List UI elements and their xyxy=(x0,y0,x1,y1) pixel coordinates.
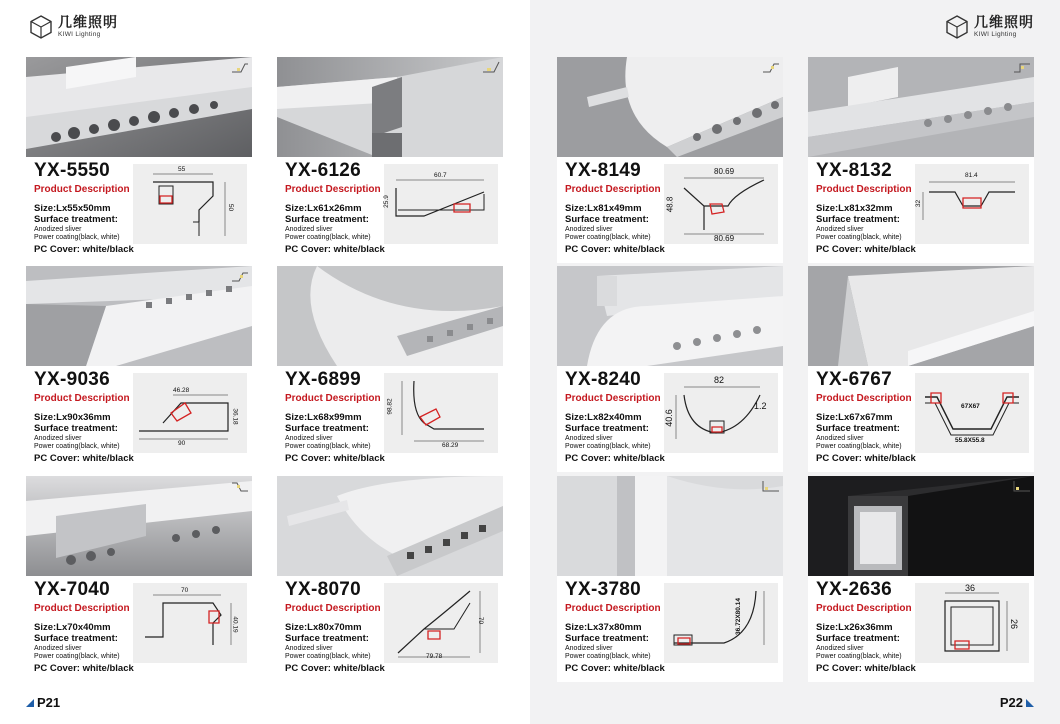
model-number: YX-8149 xyxy=(565,160,642,181)
size-spec: Size:Lx81x49mm xyxy=(565,203,642,214)
cross-section-drawing xyxy=(384,164,498,244)
size-spec: Size:Lx37x80mm xyxy=(565,622,642,633)
profile-outline-icon xyxy=(482,60,500,74)
powder-option: Power coating(black, white) xyxy=(565,234,651,241)
powder-option: Power coating(black, white) xyxy=(34,653,120,660)
size-spec: Size:Lx61x26mm xyxy=(285,203,362,214)
cross-section-drawing xyxy=(133,583,247,663)
dimension-label: 1.2 xyxy=(754,401,767,411)
product-photo xyxy=(557,266,783,366)
product-description-heading: Product Description xyxy=(285,184,381,195)
model-number: YX-8240 xyxy=(565,369,642,390)
dimension-label: 67X67 xyxy=(961,403,980,410)
product-photo xyxy=(277,266,503,366)
product-photo xyxy=(277,57,503,157)
dimension-label: 55.8X55.8 xyxy=(955,437,985,444)
anodized-option: Anodized sliver xyxy=(816,226,864,233)
cross-section-drawing xyxy=(384,583,498,663)
product-description-heading: Product Description xyxy=(816,393,912,404)
product-photo xyxy=(557,57,783,157)
product-photo xyxy=(26,476,252,576)
model-number: YX-6899 xyxy=(285,369,362,390)
product-description-heading: Product Description xyxy=(565,393,661,404)
model-number: YX-6126 xyxy=(285,160,362,181)
anodized-option: Anodized sliver xyxy=(565,435,613,442)
corner-triangle-icon xyxy=(26,699,34,707)
anodized-option: Anodized sliver xyxy=(816,435,864,442)
product-card xyxy=(557,476,783,682)
surface-treatment: Surface treatment: xyxy=(34,423,118,434)
surface-treatment: Surface treatment: xyxy=(816,633,900,644)
dimension-label: 82 xyxy=(714,375,725,385)
surface-treatment: Surface treatment: xyxy=(34,214,118,225)
cube-logo-icon xyxy=(944,14,970,40)
cross-section-drawing xyxy=(915,373,1029,453)
dimension-label: 46.28 xyxy=(173,387,190,394)
product-card xyxy=(557,266,783,472)
model-number: YX-6767 xyxy=(816,369,893,390)
powder-option: Power coating(black, white) xyxy=(565,653,651,660)
pc-cover: PC Cover: white/black xyxy=(816,453,916,464)
powder-option: Power coating(black, white) xyxy=(565,443,651,450)
anodized-option: Anodized sliver xyxy=(285,226,333,233)
dimension-label: 70 xyxy=(181,587,189,594)
powder-option: Power coating(black, white) xyxy=(816,443,902,450)
size-spec: Size:Lx67x67mm xyxy=(816,412,893,423)
dimension-label: 36 xyxy=(965,583,976,593)
product-card xyxy=(808,476,1034,682)
product-description-heading: Product Description xyxy=(34,184,130,195)
anodized-option: Anodized sliver xyxy=(34,226,82,233)
model-number: YX-3780 xyxy=(565,579,642,600)
product-photo xyxy=(808,266,1034,366)
cross-section-drawing xyxy=(664,583,778,663)
dimension-label: 36.72X80.14 xyxy=(734,598,742,635)
pc-cover: PC Cover: white/black xyxy=(816,244,916,255)
dimension-label: 25.9 xyxy=(382,195,390,208)
dimension-label: 81.4 xyxy=(965,172,978,179)
cross-section-drawing xyxy=(133,373,247,453)
dimension-label: 80.69 xyxy=(714,167,735,176)
profile-outline-icon xyxy=(231,479,249,493)
product-card xyxy=(808,266,1034,472)
cross-section-drawing xyxy=(664,373,778,453)
product-card xyxy=(26,57,252,263)
product-description-heading: Product Description xyxy=(565,603,661,614)
surface-treatment: Surface treatment: xyxy=(34,633,118,644)
anodized-option: Anodized sliver xyxy=(565,226,613,233)
size-spec: Size:Lx80x70mm xyxy=(285,622,362,633)
size-spec: Size:Lx70x40mm xyxy=(34,622,111,633)
size-spec: Size:Lx55x50mm xyxy=(34,203,111,214)
model-number: YX-2636 xyxy=(816,579,893,600)
product-card xyxy=(277,266,503,472)
brand-name-cn: 几维照明 xyxy=(974,14,1034,31)
surface-treatment: Surface treatment: xyxy=(565,423,649,434)
corner-triangle-icon xyxy=(1026,699,1034,707)
product-description-heading: Product Description xyxy=(285,603,381,614)
anodized-option: Anodized sliver xyxy=(285,435,333,442)
pc-cover: PC Cover: white/black xyxy=(565,453,665,464)
page-number-left xyxy=(26,695,60,710)
product-description-heading: Product Description xyxy=(285,393,381,404)
product-photo xyxy=(277,476,503,576)
dimension-label: 32 xyxy=(915,199,923,208)
model-number: YX-8132 xyxy=(816,160,893,181)
brand-logo xyxy=(944,14,1034,40)
dimension-label: 70 xyxy=(477,616,485,625)
product-description-heading: Product Description xyxy=(34,393,130,404)
powder-option: Power coating(black, white) xyxy=(816,234,902,241)
dimension-label: 40.19 xyxy=(231,616,239,633)
cross-section-drawing xyxy=(664,164,778,244)
model-number: YX-7040 xyxy=(34,579,111,600)
product-card xyxy=(557,57,783,263)
dimension-label: 60.7 xyxy=(434,172,447,179)
anodized-option: Anodized sliver xyxy=(285,645,333,652)
dimension-label: 68.29 xyxy=(442,442,459,449)
surface-treatment: Surface treatment: xyxy=(816,214,900,225)
pc-cover: PC Cover: white/black xyxy=(285,453,385,464)
powder-option: Power coating(black, white) xyxy=(34,234,120,241)
brand-name-en: KIWI Lighting xyxy=(974,30,1017,38)
pc-cover: PC Cover: white/black xyxy=(285,244,385,255)
brand-logo xyxy=(28,14,118,40)
profile-outline-icon xyxy=(762,479,780,493)
pc-cover: PC Cover: white/black xyxy=(285,663,385,674)
product-photo xyxy=(808,57,1034,157)
brand-name-cn: 几维照明 xyxy=(58,14,118,31)
page-number-text: P22 xyxy=(999,695,1023,710)
dimension-label: 36.18 xyxy=(231,408,239,425)
profile-outline-icon xyxy=(1013,60,1031,74)
surface-treatment: Surface treatment: xyxy=(565,214,649,225)
dimension-label: 90 xyxy=(178,440,186,447)
size-spec: Size:Lx82x40mm xyxy=(565,412,642,423)
profile-outline-icon xyxy=(231,60,249,74)
surface-treatment: Surface treatment: xyxy=(285,214,369,225)
cross-section-drawing xyxy=(915,583,1029,663)
surface-treatment: Surface treatment: xyxy=(285,633,369,644)
dimension-label: 55 xyxy=(178,166,186,173)
size-spec: Size:Lx81x32mm xyxy=(816,203,893,214)
powder-option: Power coating(black, white) xyxy=(285,653,371,660)
surface-treatment: Surface treatment: xyxy=(565,633,649,644)
page-number-text: P21 xyxy=(37,695,61,710)
product-photo xyxy=(808,476,1034,576)
pc-cover: PC Cover: white/black xyxy=(565,244,665,255)
anodized-option: Anodized sliver xyxy=(565,645,613,652)
powder-option: Power coating(black, white) xyxy=(34,443,120,450)
pc-cover: PC Cover: white/black xyxy=(34,663,134,674)
dimension-label: 79.78 xyxy=(426,653,443,660)
anodized-option: Anodized sliver xyxy=(34,435,82,442)
profile-outline-icon xyxy=(762,60,780,74)
product-card xyxy=(808,57,1034,263)
product-card xyxy=(26,266,252,472)
product-description-heading: Product Description xyxy=(565,184,661,195)
product-description-heading: Product Description xyxy=(34,603,130,614)
product-description-heading: Product Description xyxy=(816,603,912,614)
brand-name-en: KIWI Lighting xyxy=(58,30,101,38)
model-number: YX-5550 xyxy=(34,160,111,181)
powder-option: Power coating(black, white) xyxy=(816,653,902,660)
product-photo xyxy=(26,266,252,366)
pc-cover: PC Cover: white/black xyxy=(816,663,916,674)
powder-option: Power coating(black, white) xyxy=(285,234,371,241)
cross-section-drawing xyxy=(133,164,247,244)
product-description-heading: Product Description xyxy=(816,184,912,195)
pc-cover: PC Cover: white/black xyxy=(565,663,665,674)
pc-cover: PC Cover: white/black xyxy=(34,244,134,255)
dimension-label: 50 xyxy=(227,203,235,212)
size-spec: Size:Lx90x36mm xyxy=(34,412,111,423)
surface-treatment: Surface treatment: xyxy=(285,423,369,434)
cross-section-drawing xyxy=(384,373,498,453)
page-number-right xyxy=(1000,695,1034,710)
dimension-label: 48.8 xyxy=(665,196,675,213)
profile-outline-icon xyxy=(231,269,249,283)
profile-outline-icon xyxy=(1013,479,1031,493)
dimension-label: 40.6 xyxy=(663,409,674,427)
powder-option: Power coating(black, white) xyxy=(285,443,371,450)
dimension-label: 98.82 xyxy=(386,398,394,415)
dimension-label: 26 xyxy=(1009,618,1020,630)
product-card xyxy=(277,476,503,682)
size-spec: Size:Lx26x36mm xyxy=(816,622,893,633)
product-photo xyxy=(557,476,783,576)
dimension-label: 80.69 xyxy=(714,234,735,243)
pc-cover: PC Cover: white/black xyxy=(34,453,134,464)
anodized-option: Anodized sliver xyxy=(816,645,864,652)
product-photo xyxy=(26,57,252,157)
anodized-option: Anodized sliver xyxy=(34,645,82,652)
model-number: YX-8070 xyxy=(285,579,362,600)
model-number: YX-9036 xyxy=(34,369,111,390)
product-card xyxy=(26,476,252,682)
cube-logo-icon xyxy=(28,14,54,40)
surface-treatment: Surface treatment: xyxy=(816,423,900,434)
size-spec: Size:Lx68x99mm xyxy=(285,412,362,423)
product-card xyxy=(277,57,503,263)
cross-section-drawing xyxy=(915,164,1029,244)
catalog-page-right xyxy=(530,0,1060,724)
